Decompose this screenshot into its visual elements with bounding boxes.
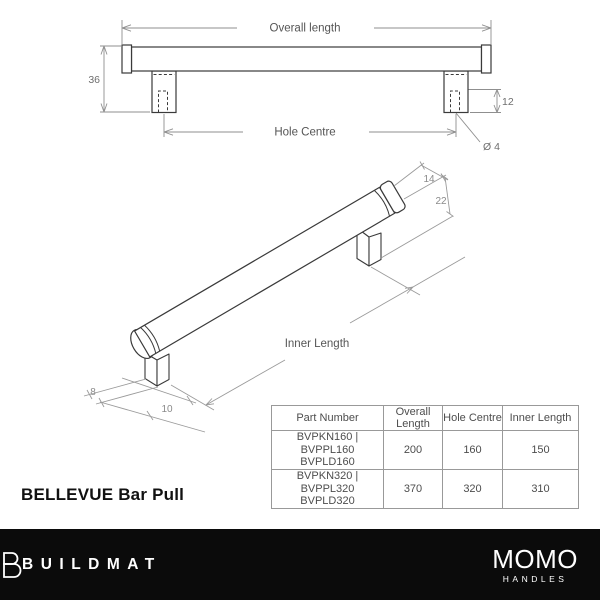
header-inner-length: Inner Length: [503, 406, 579, 431]
cell-hole-centre: 160: [443, 431, 503, 470]
front-bar-body: [132, 47, 482, 71]
cell-part-number: [272, 469, 384, 508]
front-right-post: [444, 71, 468, 113]
front-right-cap: [482, 45, 492, 73]
hole-depth-dim-label: 12: [502, 96, 514, 108]
height-dim-label: 36: [88, 74, 100, 86]
cell-hole-centre: 320: [443, 469, 503, 508]
product-title: BELLEVUE Bar Pull: [21, 485, 185, 504]
post-width-label: 10: [161, 404, 173, 415]
front-left-post: [152, 71, 176, 113]
momo-subtitle: HANDLES: [502, 573, 568, 584]
cell-part-number: [272, 431, 384, 470]
bar-diameter-label: 14: [423, 174, 435, 185]
hidden-edges: [154, 75, 467, 113]
part-number-line2: BVPLD320: [300, 495, 355, 508]
spec-table-header-row: [272, 406, 579, 431]
momo-wordmark: MOMO: [492, 543, 578, 574]
part-number-line2: BVPLD160: [300, 456, 355, 469]
part-number-line1: BVPKN320 | BVPPL320: [296, 469, 359, 495]
projection-label: 22: [435, 196, 447, 207]
front-left-cap: [122, 45, 132, 73]
overall-length-label: Overall length: [269, 22, 341, 35]
cell-overall-length: 370: [384, 469, 443, 508]
iso-bar-tube: [126, 180, 407, 363]
momo-logo: [492, 543, 578, 584]
hole-diameter-label: Ø 4: [483, 141, 500, 153]
isometric-view-drawing: [0, 160, 600, 435]
header-part-number: Part Number: [272, 406, 384, 431]
post-depth-label: 8: [90, 387, 96, 398]
spec-table: [271, 405, 579, 509]
footer-bar: [0, 529, 600, 600]
buildmat-b-icon: [0, 550, 23, 580]
cell-inner-length: 150: [503, 431, 579, 470]
iso-dimension-lines: [84, 162, 465, 433]
hole-centre-label: Hole Centre: [274, 126, 336, 139]
cell-overall-length: 200: [384, 431, 443, 470]
front-view-handle: [122, 45, 491, 113]
inner-length-label: Inner Length: [284, 338, 350, 350]
header-hole-centre: Hole Centre: [443, 406, 503, 431]
part-number-line1: BVPKN160 | BVPPL160: [296, 431, 359, 456]
table-row: [272, 431, 579, 470]
buildmat-logo: [22, 556, 162, 574]
table-row: [272, 469, 579, 508]
header-overall-length: Overall Length: [384, 406, 443, 431]
cell-inner-length: 310: [503, 469, 579, 508]
front-view-drawing: [0, 0, 600, 160]
buildmat-wordmark: BUILDMAT: [22, 555, 162, 573]
